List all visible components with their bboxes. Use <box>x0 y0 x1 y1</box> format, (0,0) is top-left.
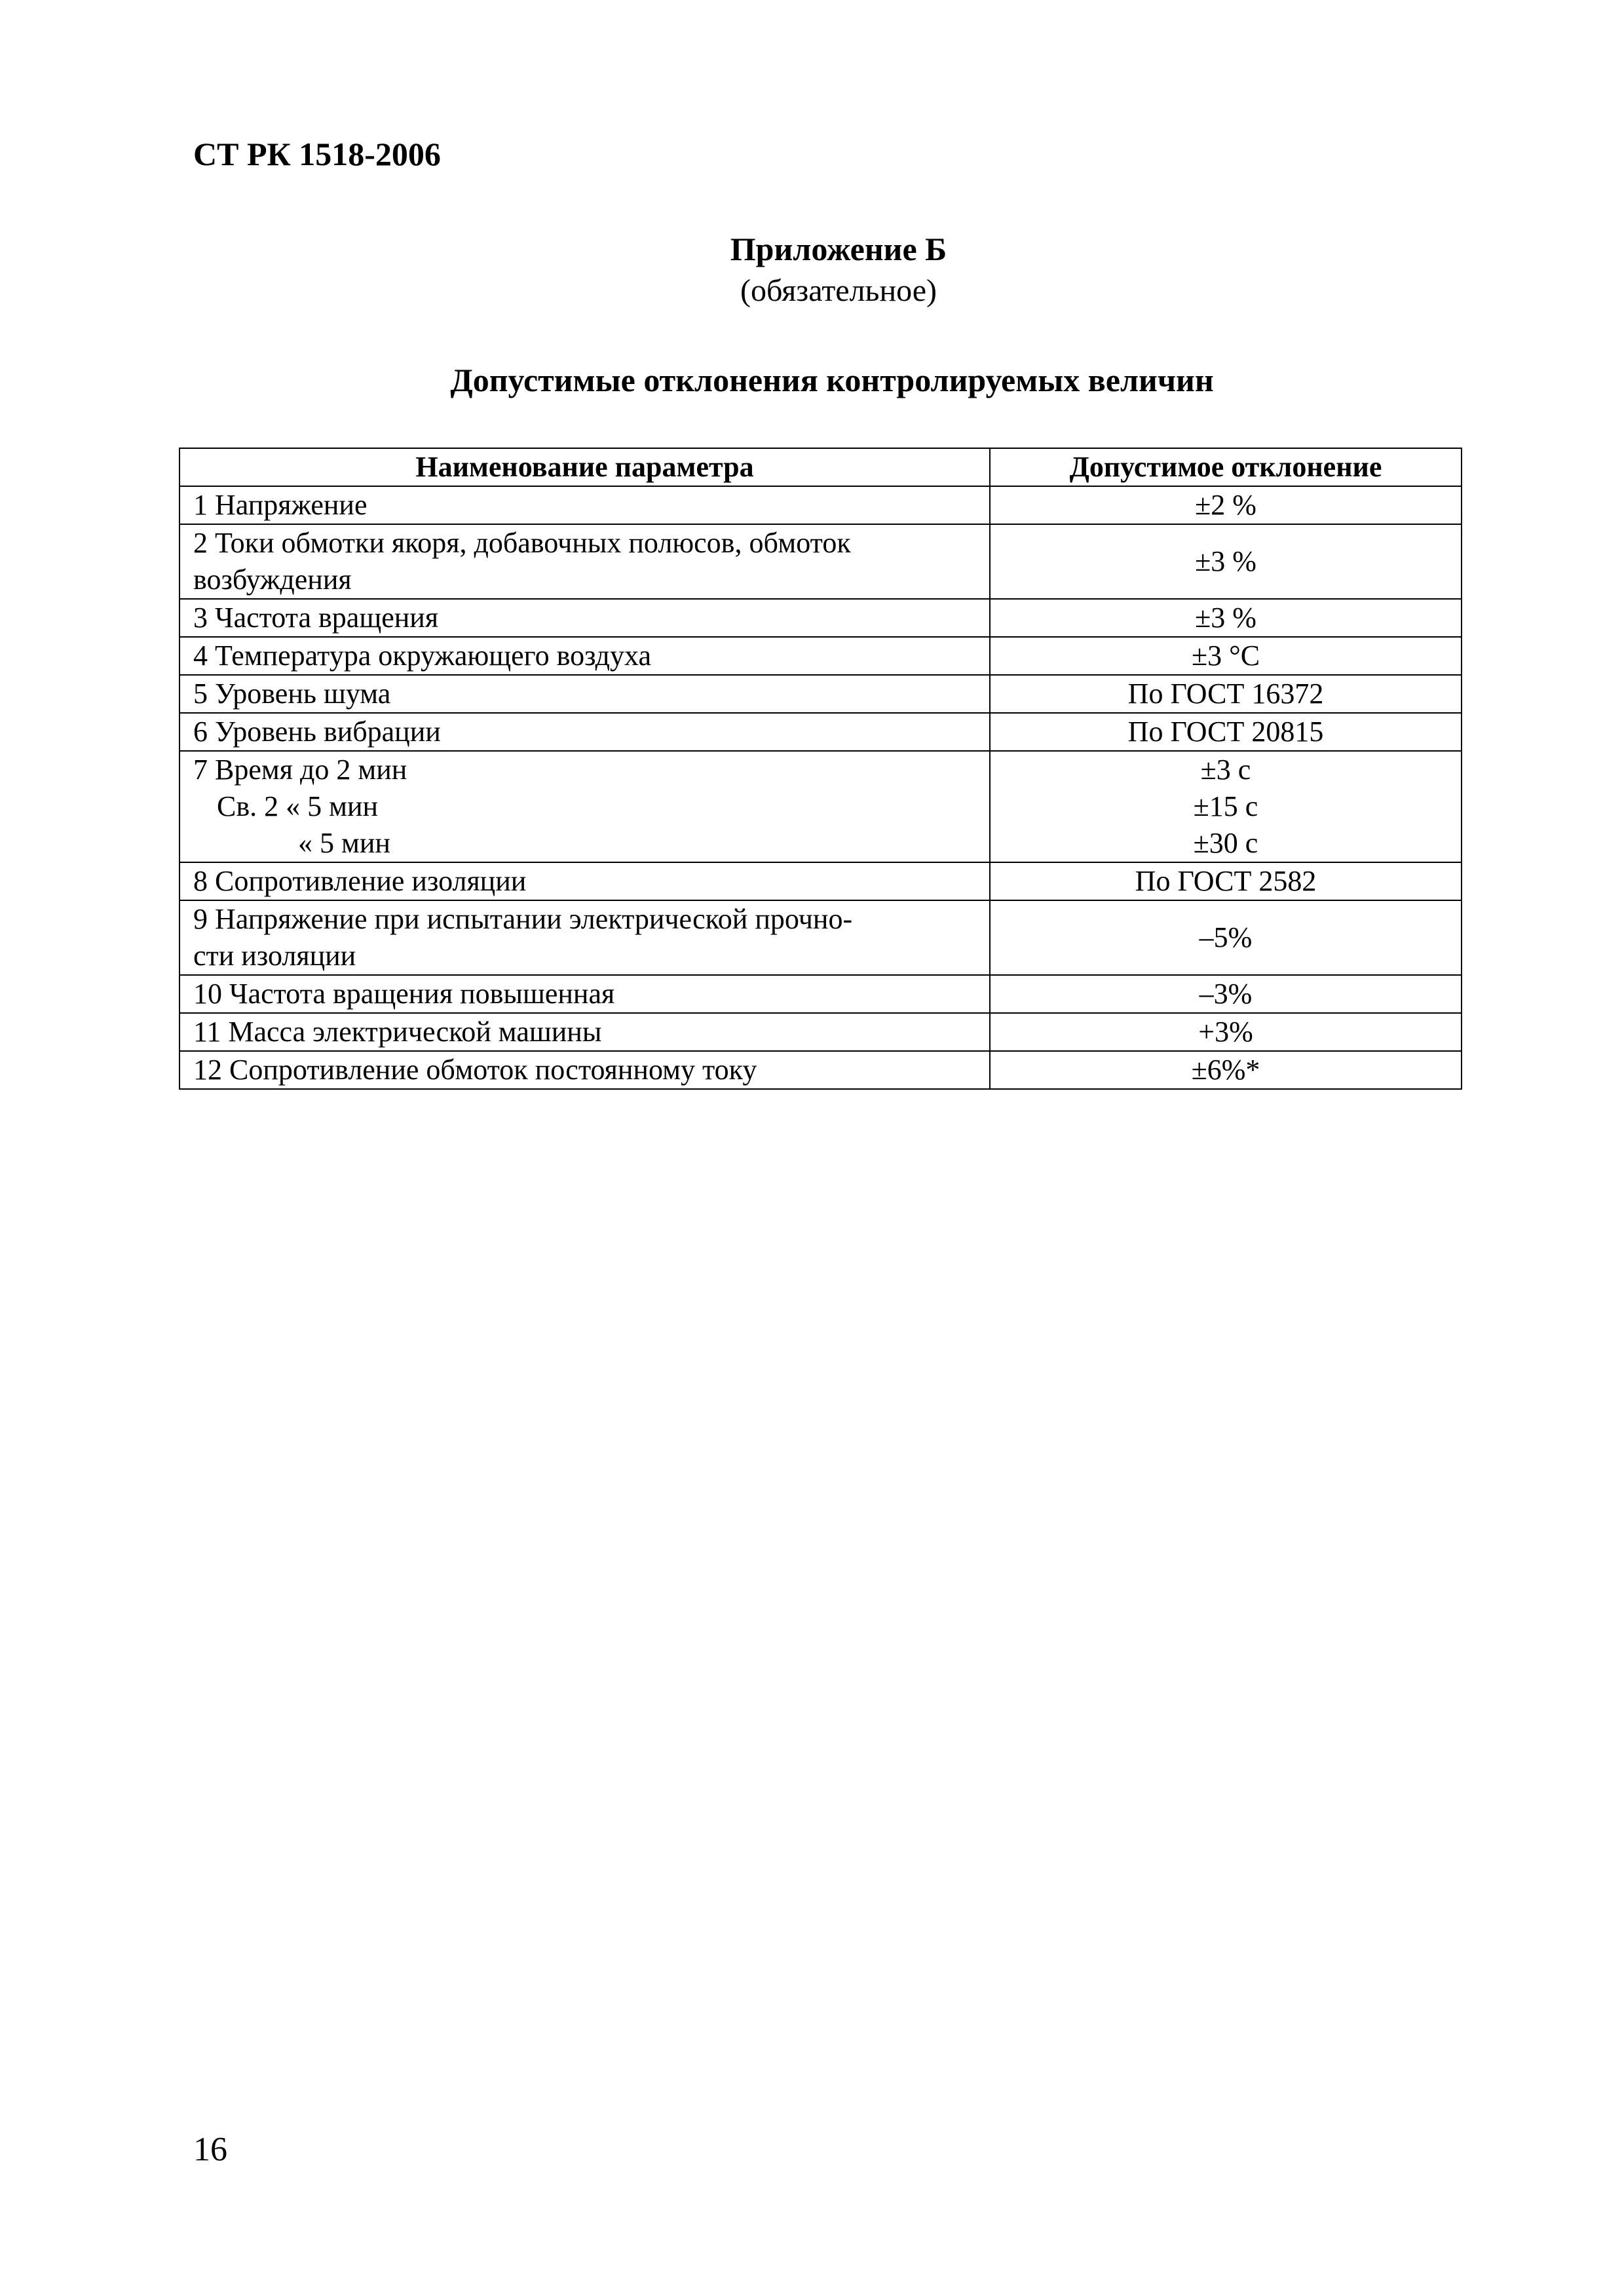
tolerance-line: ±3 °С <box>1191 640 1260 672</box>
tolerance-cell <box>990 486 1462 524</box>
table-row <box>179 713 1462 751</box>
tolerance-line: ±15 с <box>1193 790 1258 822</box>
parameter-line: Св. 2 « 5 мин <box>217 790 379 822</box>
tolerance-cell <box>990 675 1462 713</box>
parameter-cell <box>179 900 990 975</box>
parameter-line: 1 Напряжение <box>193 489 368 521</box>
table-row <box>179 862 1462 900</box>
column-header-parameter: Наименование параметра <box>179 448 990 486</box>
table-row <box>179 751 1462 862</box>
tolerance-line: +3% <box>1198 1016 1253 1048</box>
tolerance-cell <box>990 975 1462 1013</box>
tolerance-line: –3% <box>1199 978 1253 1010</box>
table-row <box>179 599 1462 637</box>
tolerance-cell <box>990 524 1462 599</box>
tolerance-line: ±30 с <box>1193 827 1258 859</box>
tolerance-cell <box>990 862 1462 900</box>
parameter-line: 9 Напряжение при испытании электрической прочно- <box>193 903 853 935</box>
parameter-line: 2 Токи обмотки якоря, добавочных полюсов, обмоток <box>193 527 851 559</box>
tolerance-cell <box>990 1051 1462 1089</box>
tolerance-line: По ГОСТ 20815 <box>1127 716 1324 748</box>
tolerance-cell <box>990 713 1462 751</box>
tolerance-line: По ГОСТ 16372 <box>1127 678 1324 710</box>
tolerance-table <box>179 448 1462 1090</box>
tolerance-cell <box>990 599 1462 637</box>
table-row <box>179 524 1462 599</box>
appendix-status: (обязательное) <box>740 273 937 308</box>
parameter-cell <box>179 637 990 675</box>
column-header-tolerance: Допустимое отклонение <box>990 448 1462 486</box>
table-title: Допустимые отклонения контролируемых величин <box>450 362 1214 398</box>
parameter-cell <box>179 1051 990 1089</box>
table-row <box>179 1051 1462 1089</box>
tolerance-cell <box>990 637 1462 675</box>
tolerance-cell <box>990 1013 1462 1051</box>
parameter-line: возбуждения <box>193 564 352 596</box>
parameter-cell <box>179 524 990 599</box>
parameter-line: 10 Частота вращения повышенная <box>193 978 615 1010</box>
parameter-line: сти изоляции <box>193 940 356 972</box>
parameter-line: « 5 мин <box>298 827 390 859</box>
parameter-line: 12 Сопротивление обмоток постоянному току <box>193 1054 757 1086</box>
tolerance-cell <box>990 751 1462 862</box>
parameter-line: 5 Уровень шума <box>193 678 391 710</box>
tolerance-cell <box>990 900 1462 975</box>
parameter-line: 3 Частота вращения <box>193 602 439 634</box>
tolerance-line: –5% <box>1199 921 1253 953</box>
parameter-cell <box>179 486 990 524</box>
tolerance-line: ±3 % <box>1195 602 1256 634</box>
table-row <box>179 1013 1462 1051</box>
parameter-cell <box>179 1013 990 1051</box>
parameter-cell <box>179 975 990 1013</box>
parameter-line: 7 Время до 2 мин <box>193 754 407 786</box>
page-number: 16 <box>193 2131 227 2168</box>
appendix-title: Приложение Б <box>730 231 947 267</box>
parameter-cell <box>179 862 990 900</box>
tolerance-line: ±3 % <box>1195 545 1256 577</box>
table-header-row <box>179 448 1462 486</box>
tolerance-line: По ГОСТ 2582 <box>1135 865 1317 897</box>
parameter-line: 8 Сопротивление изоляции <box>193 865 527 897</box>
tolerance-line: ±6%* <box>1191 1054 1260 1086</box>
parameter-line: 4 Температура окружающего воздуха <box>193 640 651 672</box>
table-row <box>179 900 1462 975</box>
parameter-cell <box>179 675 990 713</box>
parameter-line: 11 Масса электрической машины <box>193 1016 602 1048</box>
table-row <box>179 975 1462 1013</box>
parameter-line: 6 Уровень вибрации <box>193 716 441 748</box>
table-row <box>179 637 1462 675</box>
tolerance-line: ±2 % <box>1195 489 1256 521</box>
table-row <box>179 675 1462 713</box>
parameter-cell <box>179 599 990 637</box>
tolerance-line: ±3 с <box>1200 754 1251 786</box>
parameter-cell <box>179 713 990 751</box>
document-code: СТ РК 1518-2006 <box>193 136 441 172</box>
table-row <box>179 486 1462 524</box>
table-body <box>179 486 1462 1089</box>
parameter-cell <box>179 751 990 862</box>
